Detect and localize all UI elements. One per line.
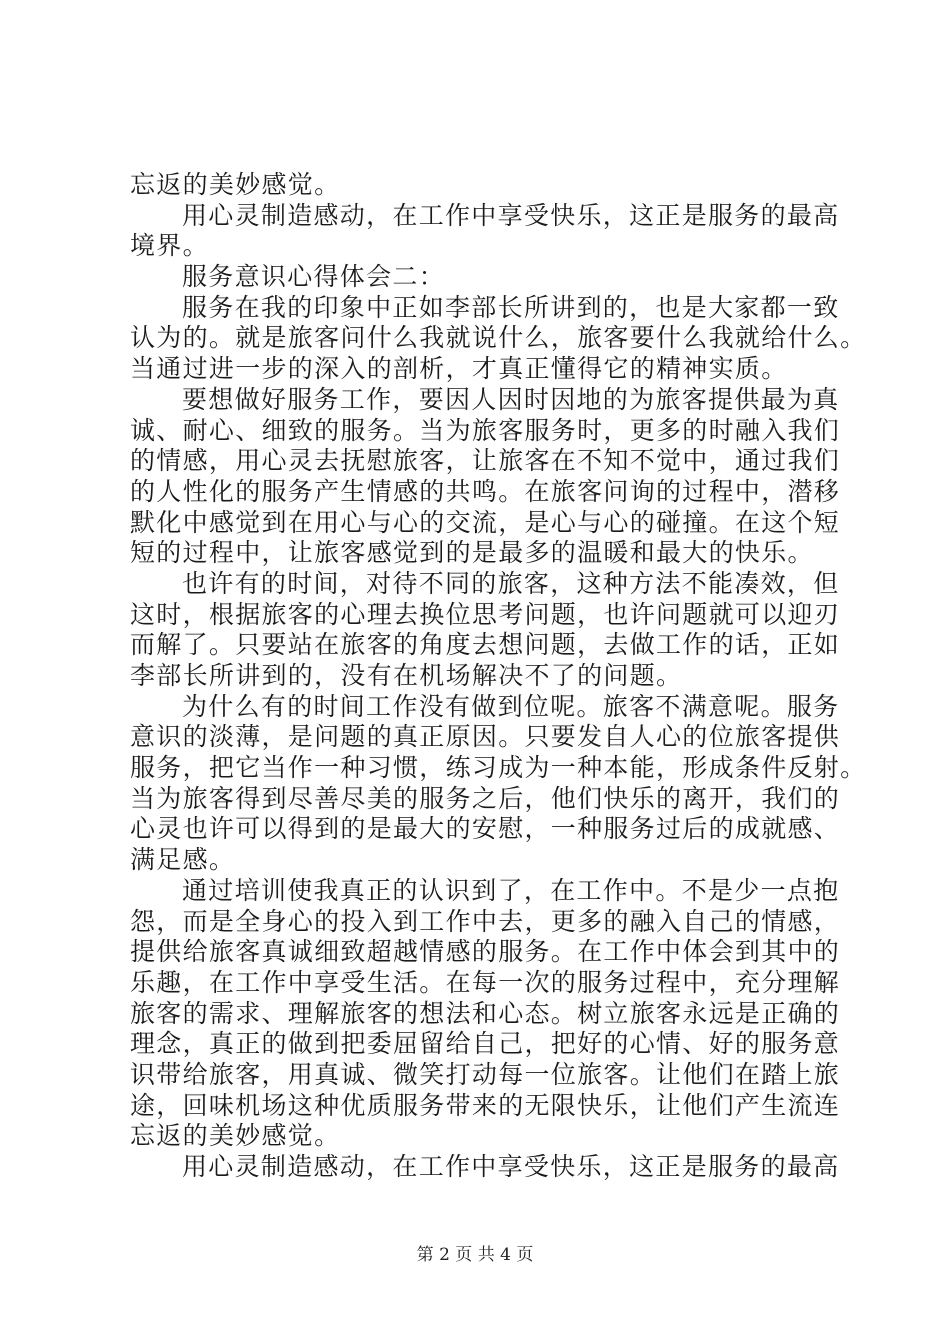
text-line: 提供给旅客真诚细致超越情感的服务。在工作中体会到其中的 <box>130 937 841 967</box>
text-line: 乐趣，在工作中享受生活。在每一次的服务过程中，充分理解 <box>130 967 841 997</box>
text-line: 而解了。只要站在旅客的角度去想问题，去做工作的话，正如 <box>130 630 841 660</box>
text-line: 心灵也许可以得到的是最大的安慰，一种服务过后的成就感、 <box>130 814 841 844</box>
text-line: 这时，根据旅客的心理去换位思考问题，也许问题就可以迎刃 <box>130 599 841 629</box>
text-line: 用心灵制造感动，在工作中享受快乐，这正是服务的最高 <box>182 200 840 230</box>
text-line: 满足感。 <box>130 845 236 875</box>
text-line: 服务，把它当作一种习惯，练习成为一种本能，形成条件反射。 <box>130 753 867 783</box>
text-line: 也许有的时间，对待不同的旅客，这种方法不能凑效，但 <box>182 568 840 598</box>
page-footer: 第 2 页 共 4 页 <box>416 1245 534 1265</box>
text-line: 诚、耐心、细致的服务。当为旅客服务时，更多的时融入我们 <box>130 415 841 445</box>
text-line: 要想做好服务工作，要因人因时因地的为旅客提供最为真 <box>182 384 840 414</box>
text-line: 意识的淡薄，是问题的真正原因。只要发自人心的位旅客提供 <box>130 722 841 752</box>
text-line: 短的过程中，让旅客感觉到的是最多的温暖和最大的快乐。 <box>130 538 814 568</box>
document-body <box>130 170 867 1183</box>
text-line: 用心灵制造感动，在工作中享受快乐，这正是服务的最高 <box>182 1152 840 1181</box>
text-line: 理念，真正的做到把委屈留给自己，把好的心情、好的服务意 <box>130 1029 841 1059</box>
text-line: 服务意识心得体会二： <box>182 262 446 292</box>
text-line: 怨，而是全身心的投入到工作中去，更多的融入自己的情感， <box>130 906 841 936</box>
text-line: 的人性化的服务产生情感的共鸣。在旅客问询的过程中，潜移 <box>130 476 841 506</box>
text-line: 为什么有的时间工作没有做到位呢。旅客不满意呢。服务 <box>182 691 840 721</box>
text-line: 忘返的美妙感觉。 <box>130 1121 341 1151</box>
text-line: 境界。 <box>130 231 209 261</box>
text-line: 的情感，用心灵去抚慰旅客，让旅客在不知不觉中，通过我们 <box>130 446 841 476</box>
text-line: 服务在我的印象中正如李部长所讲到的，也是大家都一致 <box>182 292 840 322</box>
text-line: 当为旅客得到尽善尽美的服务之后，他们快乐的离开，我们的 <box>130 783 841 813</box>
text-line: 默化中感觉到在用心与心的交流，是心与心的碰撞。在这个短 <box>130 507 841 537</box>
text-line: 途，回味机场这种优质服务带来的无限快乐，让他们产生流连 <box>130 1090 841 1120</box>
text-line: 识带给旅客，用真诚、微笑打动每一位旅客。让他们在踏上旅 <box>130 1059 841 1089</box>
text-line: 李部长所讲到的，没有在机场解决不了的问题。 <box>130 661 683 690</box>
text-line: 通过培训使我真正的认识到了，在工作中。不是少一点抱 <box>182 875 840 905</box>
text-line: 认为的。就是旅客问什么我就说什么，旅客要什么我就给什么。 <box>130 323 867 353</box>
text-line: 忘返的美妙感觉。 <box>130 170 341 199</box>
text-line: 旅客的需求、理解旅客的想法和心态。树立旅客永远是正确的 <box>130 998 841 1028</box>
text-line: 当通过进一步的深入的剖析，才真正懂得它的精神实质。 <box>130 354 788 384</box>
